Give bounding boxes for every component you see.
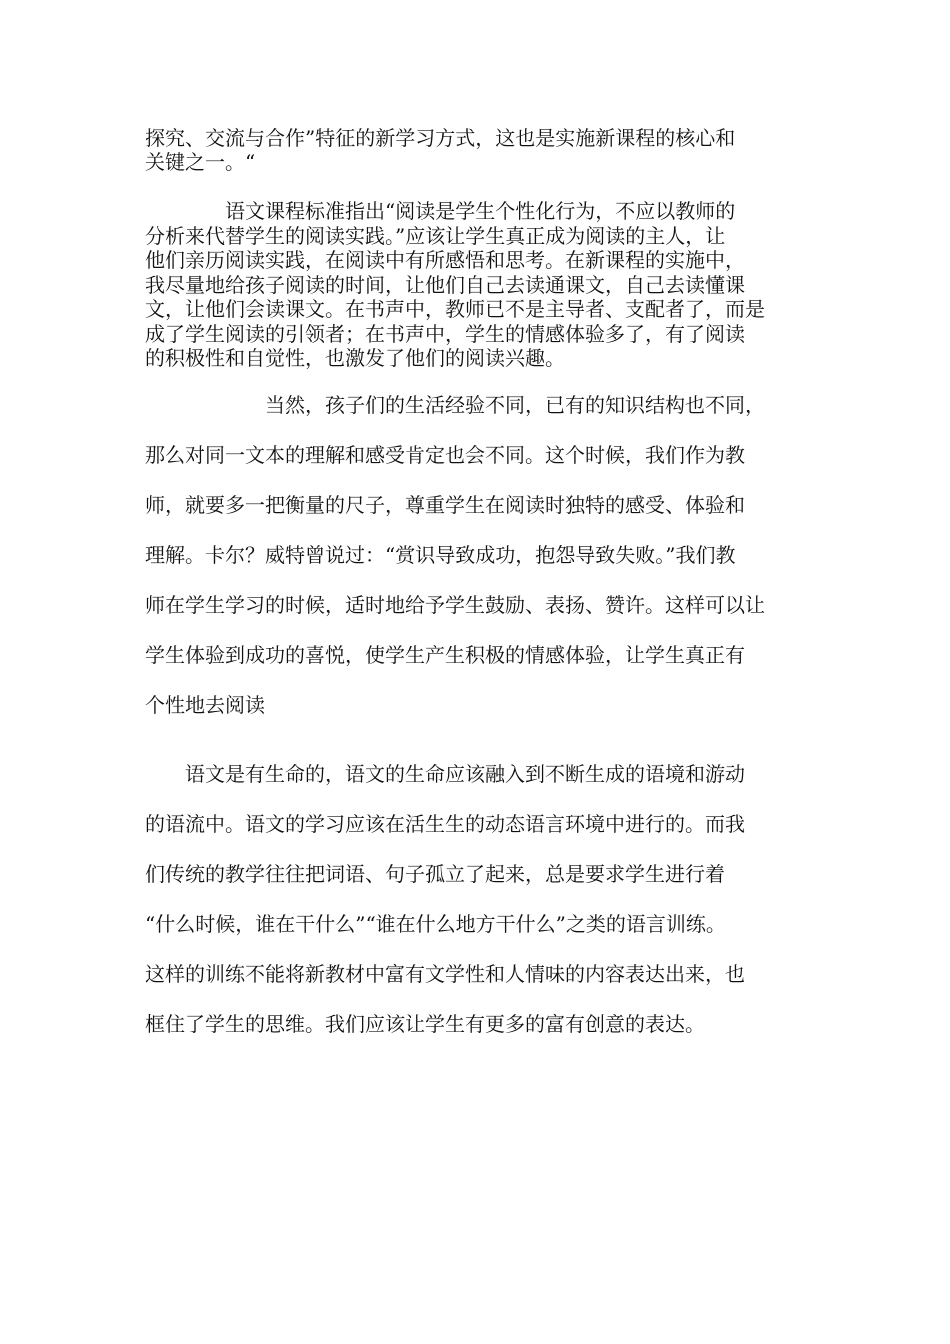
paragraph-3-line-6: 学生体验到成功的喜悦，使学生产生积极的情感体验，让学生真正有 [145, 643, 745, 667]
paragraph-2-line-2: 分析来代替学生的阅读实践。”应该让学生真正成为阅读的主人，让 [145, 224, 726, 248]
paragraph-4-line-1: 语文是有生命的，语文的生命应该融入到不断生成的语境和游动 [185, 762, 745, 786]
paragraph-2-line-6: 成了学生阅读的引领者；在书声中，学生的情感体验多了，有了阅读 [145, 322, 745, 346]
paragraph-1-line-1: 探究、交流与合作”特征的新学习方式，这也是实施新课程的核心和 [145, 126, 736, 150]
paragraph-4-line-3: 们传统的教学往往把词语、句子孤立了起来，总是要求学生进行着 [145, 862, 725, 886]
paragraph-4-line-5: 这样的训练不能将新教材中富有文学性和人情味的内容表达出来，也 [145, 962, 745, 986]
paragraph-3-line-5: 师在学生学习的时候，适时地给予学生鼓励、表扬、赞许。这样可以让 [145, 593, 765, 617]
paragraph-3-line-2: 那么对同一文本的理解和感受肯定也会不同。这个时候，我们作为教 [145, 443, 745, 467]
paragraph-2-line-4: 我尽量地给孩子阅读的时间，让他们自己去读通课文，自己去读懂课 [145, 273, 745, 297]
paragraph-2-line-7: 的积极性和自觉性，也激发了他们的阅读兴趣。 [145, 346, 565, 370]
paragraph-3-line-1: 当然，孩子们的生活经验不同，已有的知识结构也不同， [265, 393, 765, 417]
paragraph-3-line-7: 个性地去阅读 [145, 693, 265, 717]
paragraph-2-line-5: 文，让他们会读课文。在书声中，教师已不是主导者、支配者了，而是 [145, 297, 765, 321]
paragraph-1-line-2: 关键之一。“ [145, 150, 256, 174]
paragraph-3-line-3: 师，就要多一把衡量的尺子，尊重学生在阅读时独特的感受、体验和 [145, 493, 745, 517]
paragraph-4-line-2: 的语流中。语文的学习应该在活生生的动态语言环境中进行的。而我 [145, 812, 745, 836]
paragraph-4-line-6: 框住了学生的思维。我们应该让学生有更多的富有创意的表达。 [145, 1012, 705, 1036]
paragraph-2-line-1: 语文课程标准指出“阅读是学生个性化行为，不应以教师的 [225, 199, 736, 223]
paragraph-2-line-3: 他们亲历阅读实践，在阅读中有所感悟和思考。在新课程的实施中， [145, 248, 745, 272]
paragraph-4-line-4: “什么时候，谁在干什么”“谁在什么地方干什么”之类的语言训练。 [145, 912, 726, 936]
paragraph-3-line-4: 理解。卡尔？威特曾说过：“赏识导致成功，抱怨导致失败。”我们教 [145, 543, 736, 567]
